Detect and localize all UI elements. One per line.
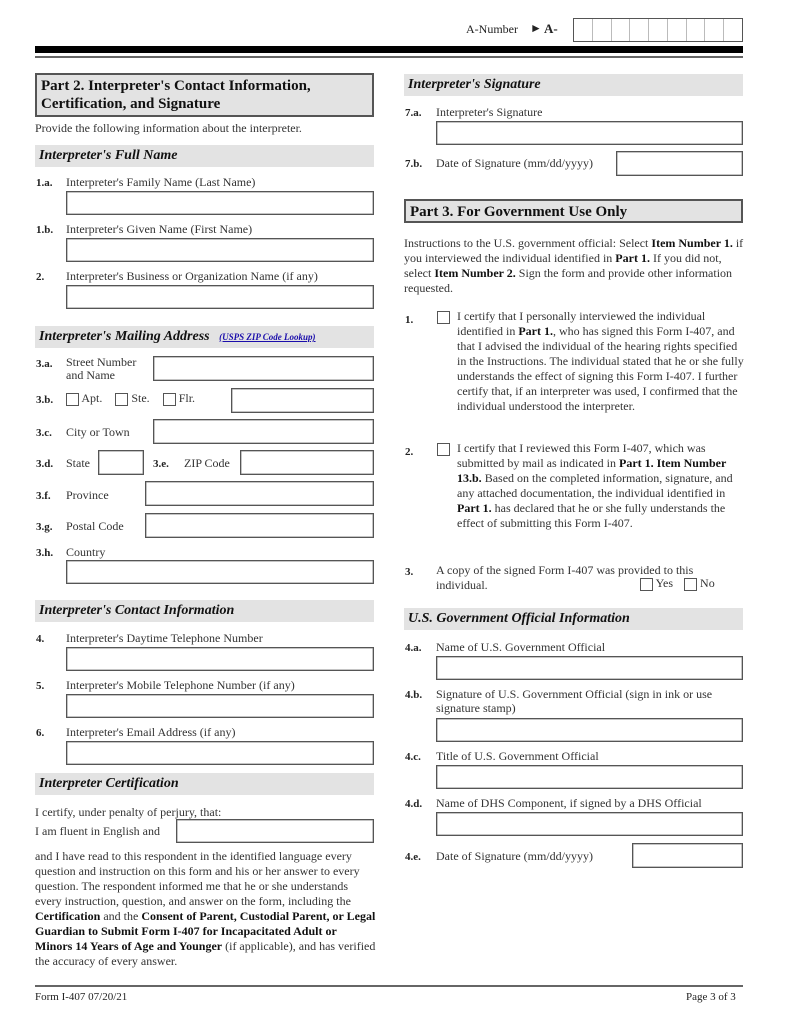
certification-statement bbox=[35, 849, 376, 969]
a-number-digit[interactable] bbox=[687, 19, 706, 41]
item-number: 3.g. bbox=[36, 521, 53, 533]
a-number-digit[interactable] bbox=[612, 19, 631, 41]
part2-title-line1: Part 2. Interpreter's Contact Information, bbox=[41, 78, 311, 94]
unit-number-input[interactable] bbox=[231, 388, 374, 413]
interpreter-signature-heading: Interpreter's Signature bbox=[404, 74, 743, 96]
reviewed-checkbox[interactable] bbox=[437, 443, 450, 456]
part3-title: Part 3. For Government Use Only bbox=[404, 199, 743, 223]
item-number: 3. bbox=[405, 566, 414, 578]
mailing-address-heading bbox=[35, 326, 374, 348]
item-number: 3.f. bbox=[36, 490, 51, 502]
copy-provided-options bbox=[640, 576, 715, 591]
street-label-line2: and Name bbox=[66, 368, 115, 382]
official-signature-label-line2: signature stamp) bbox=[436, 701, 516, 715]
flr-checkbox[interactable] bbox=[163, 393, 176, 406]
part2-intro: Provide the following information about the interpreter. bbox=[35, 121, 302, 135]
item-number: 3.d. bbox=[36, 458, 54, 470]
instr-text: Sign the form and provide other information requested. bbox=[404, 266, 733, 295]
item-number: 4.d. bbox=[405, 798, 423, 810]
zip-label: ZIP Code bbox=[184, 456, 230, 470]
yes-checkbox[interactable] bbox=[640, 578, 653, 591]
apt-label: Apt. bbox=[81, 391, 103, 405]
official-title-label: Title of U.S. Government Official bbox=[436, 749, 599, 763]
item-number: 1.b. bbox=[36, 224, 54, 236]
daytime-phone-input[interactable] bbox=[66, 647, 374, 671]
a-number-digit[interactable] bbox=[668, 19, 687, 41]
a-number-prefix: A- bbox=[544, 21, 558, 36]
no-checkbox[interactable] bbox=[684, 578, 697, 591]
usps-zip-lookup-link[interactable]: (USPS ZIP Code Lookup) bbox=[219, 332, 316, 342]
no-label: No bbox=[700, 576, 715, 590]
item2-bold: Part 1. Item Number 13.b. bbox=[457, 456, 727, 485]
official-name-label: Name of U.S. Government Official bbox=[436, 640, 606, 654]
city-input[interactable] bbox=[153, 419, 374, 444]
country-input[interactable] bbox=[66, 560, 374, 584]
form-id: Form I-407 07/20/21 bbox=[35, 991, 128, 1003]
mobile-phone-input[interactable] bbox=[66, 694, 374, 718]
instr-text: if you interviewed the individual identified in bbox=[404, 236, 744, 265]
family-name-input[interactable] bbox=[66, 191, 374, 215]
item-number: 5. bbox=[36, 680, 45, 692]
street-label-line1: Street Number bbox=[66, 355, 137, 369]
instr-bold: Item Number 1. bbox=[651, 236, 733, 250]
mobile-phone-label: Interpreter's Mobile Telephone Number (if any) bbox=[66, 678, 295, 692]
given-name-label: Interpreter's Given Name (First Name) bbox=[66, 222, 253, 236]
street-label bbox=[66, 356, 136, 382]
item-number: 4.c. bbox=[405, 751, 421, 763]
item2-bold: Part 1. bbox=[457, 501, 492, 515]
given-name-input[interactable] bbox=[66, 238, 374, 262]
family-name-label: Interpreter's Family Name (Last Name) bbox=[66, 175, 256, 189]
official-date-input[interactable] bbox=[632, 843, 743, 868]
item1-plain: I certify that I personally interviewed the individual identified in bbox=[457, 309, 706, 338]
unit-type-options bbox=[66, 391, 195, 406]
official-signature-label bbox=[436, 687, 712, 715]
interpreter-date-input[interactable] bbox=[616, 151, 743, 176]
arrow-right-icon: ► bbox=[530, 21, 542, 35]
item1-text bbox=[457, 309, 747, 414]
item1-bold: Part 1. bbox=[518, 324, 553, 338]
certification-line2: I am fluent in English and bbox=[35, 824, 160, 838]
item-number: 4.e. bbox=[405, 851, 421, 863]
yes-label: Yes bbox=[655, 576, 674, 590]
item-number: 2. bbox=[405, 446, 414, 458]
a-number-digit[interactable] bbox=[574, 19, 593, 41]
item-number: 3.b. bbox=[36, 394, 54, 406]
contact-info-heading: Interpreter's Contact Information bbox=[35, 600, 374, 622]
a-number-input[interactable] bbox=[573, 18, 743, 42]
official-date-label: Date of Signature (mm/dd/yyyy) bbox=[436, 849, 593, 863]
item-number: 7.a. bbox=[405, 107, 422, 119]
header-divider-thick bbox=[35, 46, 743, 53]
item-number: 1. bbox=[405, 314, 414, 326]
item-number: 4.b. bbox=[405, 689, 423, 701]
interpreter-signature-label: Interpreter's Signature bbox=[436, 105, 543, 119]
city-label: City or Town bbox=[66, 425, 130, 439]
daytime-phone-label: Interpreter's Daytime Telephone Number bbox=[66, 631, 263, 645]
part2-title bbox=[35, 73, 374, 117]
item-number: 3.c. bbox=[36, 427, 52, 439]
postal-code-input[interactable] bbox=[145, 513, 374, 538]
official-signature-label-line1: Signature of U.S. Government Official (sign in ink or use bbox=[436, 687, 713, 701]
full-name-heading: Interpreter's Full Name bbox=[35, 145, 374, 167]
item2-text bbox=[457, 441, 747, 531]
item2-plain: has declared that he or she fully understands the effect of submitting this Form I-407. bbox=[457, 501, 726, 530]
item-number: 6. bbox=[36, 727, 45, 739]
instr-text: Instructions to the U.S. government official: Select bbox=[404, 236, 652, 250]
a-number-digit[interactable] bbox=[593, 19, 612, 41]
official-info-heading: U.S. Government Official Information bbox=[404, 608, 743, 630]
street-input[interactable] bbox=[153, 356, 374, 381]
email-label: Interpreter's Email Address (if any) bbox=[66, 725, 236, 739]
business-name-input[interactable] bbox=[66, 285, 374, 309]
zip-input[interactable] bbox=[240, 450, 374, 475]
interviewed-checkbox[interactable] bbox=[437, 311, 450, 324]
state-label: State bbox=[66, 456, 90, 470]
part2-title-line2: Certification, and Signature bbox=[41, 96, 221, 112]
a-number-digit[interactable] bbox=[649, 19, 668, 41]
business-name-label: Interpreter's Business or Organization Name (if any) bbox=[66, 269, 318, 283]
item-number: 4. bbox=[36, 633, 45, 645]
item-number: 3.e. bbox=[153, 458, 169, 470]
postal-code-label: Postal Code bbox=[66, 519, 124, 533]
item-number: 4.a. bbox=[405, 642, 422, 654]
certification-text: (if applicable), and has verified the accuracy of every answer. bbox=[35, 939, 376, 968]
a-number-digit[interactable] bbox=[724, 19, 742, 41]
email-input[interactable] bbox=[66, 741, 374, 765]
ste-label: Ste. bbox=[131, 391, 150, 405]
a-number-digit[interactable] bbox=[630, 19, 649, 41]
province-label: Province bbox=[66, 488, 109, 502]
language-input[interactable] bbox=[176, 819, 374, 843]
item3-line2: individual. bbox=[436, 578, 488, 592]
item2-plain: Based on the completed information, signature, and any attached documentation, the individual identified in bbox=[457, 471, 733, 500]
country-label: Country bbox=[66, 545, 106, 559]
item-number: 3.h. bbox=[36, 547, 54, 559]
item-number: 1.a. bbox=[36, 177, 53, 189]
state-input[interactable] bbox=[98, 450, 144, 475]
footer-divider bbox=[35, 985, 743, 987]
a-number-digit[interactable] bbox=[705, 19, 724, 41]
certification-bold: Certification bbox=[35, 909, 101, 923]
interpreter-signature-input[interactable] bbox=[436, 121, 743, 145]
item1-plain: , who has signed this Form I-407, and that I advised the individual of the hearing rights specified in the Instructions. The individual stated that he or she fully understands the effect of signing this Form I-407. I further certify that, if an interpreter was used, I confirmed that the individual understood the interpreter. bbox=[457, 324, 744, 413]
item-number: 7.b. bbox=[405, 158, 423, 170]
official-signature-input[interactable] bbox=[436, 718, 743, 742]
part3-instructions bbox=[404, 236, 746, 296]
flr-label: Flr. bbox=[178, 391, 196, 405]
item-number: 3.a. bbox=[36, 358, 53, 370]
interpreter-date-label: Date of Signature (mm/dd/yyyy) bbox=[436, 156, 593, 170]
interpreter-certification-heading: Interpreter Certification bbox=[35, 773, 374, 795]
official-name-input[interactable] bbox=[436, 656, 743, 680]
consent-bold: Consent of Parent, Custodial Parent, or Legal Guardian to Submit Form I-407 for Incapacitated Adult or Minors 14 Years of Age and Younger bbox=[35, 909, 376, 953]
instr-text: If you did not, select bbox=[404, 251, 722, 280]
item2-plain: I certify that I reviewed this Form I-407, which was submitted by mail as indicated in bbox=[457, 441, 706, 470]
instr-bold: Item Number 2. bbox=[434, 266, 516, 280]
page-number: Page 3 of 3 bbox=[686, 991, 736, 1003]
header-divider-thin bbox=[35, 56, 743, 58]
dhs-component-label: Name of DHS Component, if signed by a DHS Official bbox=[436, 796, 702, 810]
ste-checkbox[interactable] bbox=[115, 393, 128, 406]
official-title-input[interactable] bbox=[436, 765, 743, 789]
province-input[interactable] bbox=[145, 481, 374, 506]
item3-line1: A copy of the signed Form I-407 was provided to this bbox=[436, 563, 694, 577]
certification-text: and the bbox=[100, 909, 142, 923]
certification-line1: I certify, under penalty of perjury, that: bbox=[35, 805, 222, 819]
item-number: 2. bbox=[36, 271, 45, 283]
apt-checkbox[interactable] bbox=[66, 393, 79, 406]
certification-text: and I have read to this respondent in the identified language every question and instruction on this form and his or her answer to every question. The respondent informed me that he or she understands every instruction, question, and answer on the form, including the bbox=[35, 849, 360, 908]
mailing-address-heading-text: Interpreter's Mailing Address bbox=[39, 329, 210, 344]
a-number-label: A-Number bbox=[466, 22, 518, 36]
instr-bold: Part 1. bbox=[615, 251, 650, 265]
dhs-component-input[interactable] bbox=[436, 812, 743, 836]
